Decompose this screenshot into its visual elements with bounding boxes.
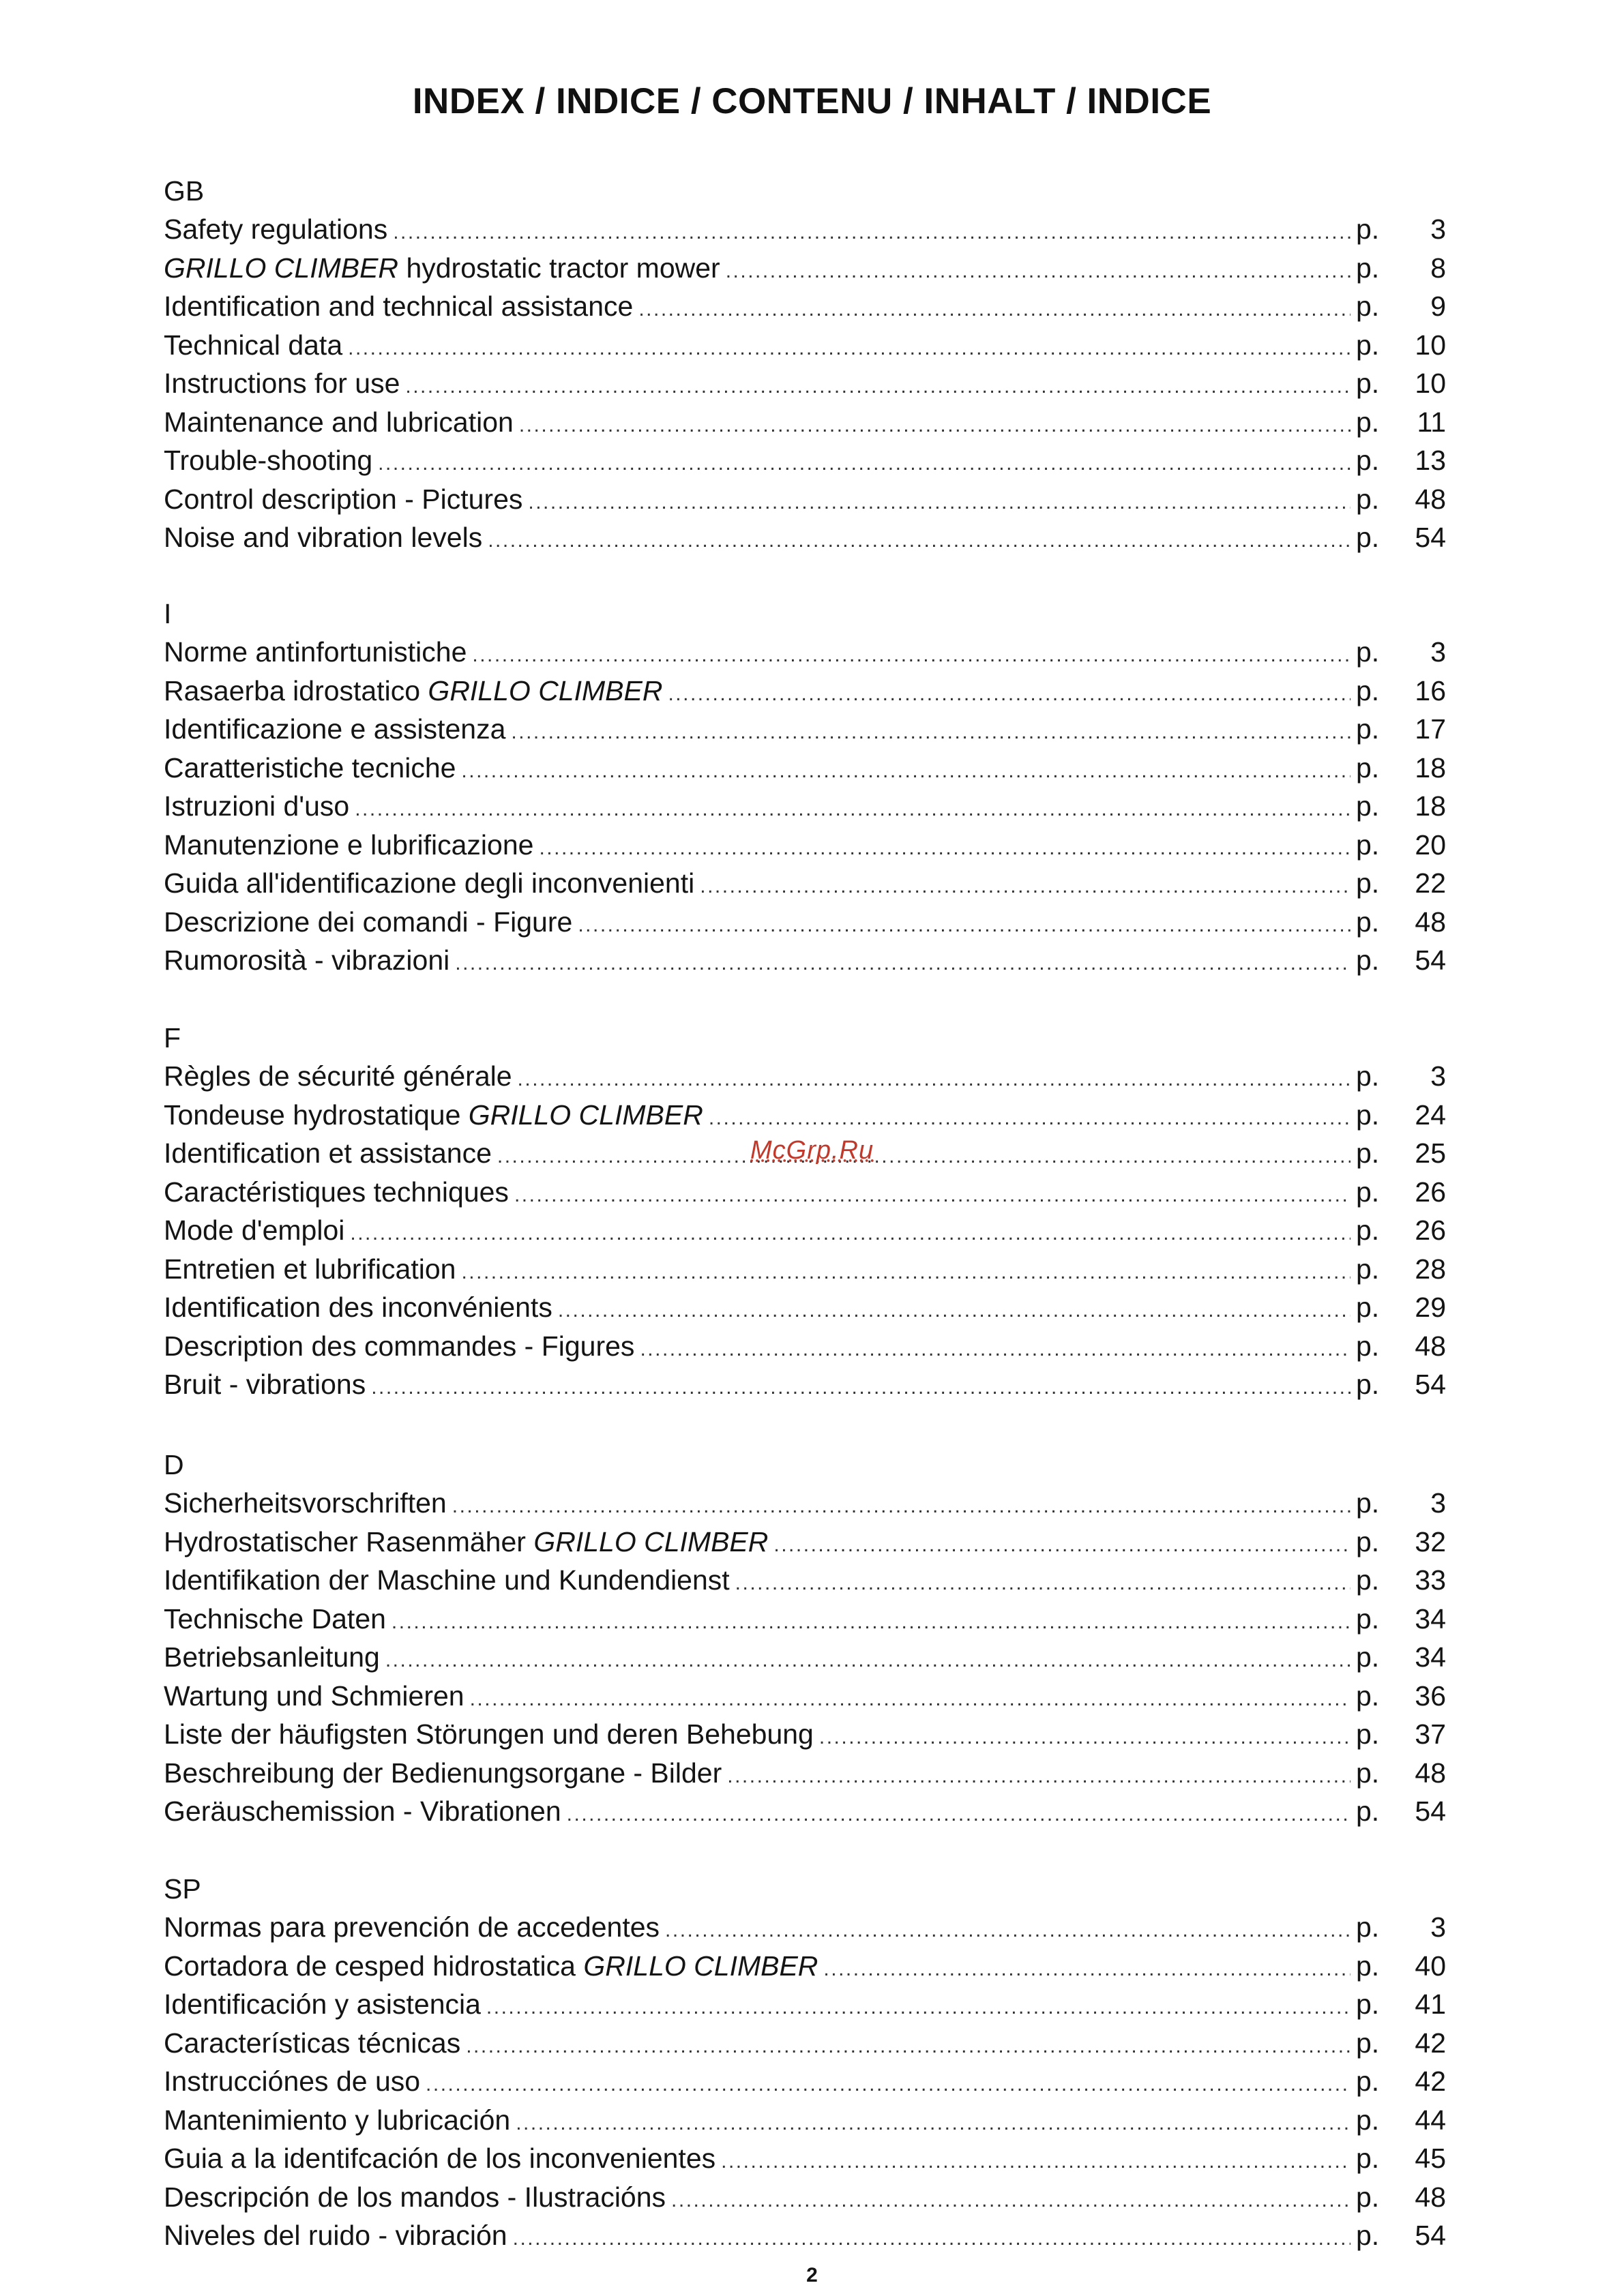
toc-entry[interactable] <box>164 903 1446 942</box>
page-label: p. <box>1356 1176 1380 1208</box>
toc-entry[interactable] <box>164 1985 1446 2024</box>
page-label: p. <box>1356 1718 1380 1750</box>
page-number: 10 <box>1415 329 1446 361</box>
page-label: p. <box>1356 522 1380 553</box>
page-number: 18 <box>1415 751 1446 784</box>
page-number: 11 <box>1417 406 1446 438</box>
dot-leader <box>455 944 1350 983</box>
toc-entry[interactable] <box>164 710 1446 749</box>
entry-title: Tondeuse hydrostatique GRILLO CLIMBER <box>164 1099 703 1131</box>
entry-title: Wartung und Schmieren <box>164 1680 464 1712</box>
dot-leader <box>392 1603 1350 1642</box>
page-number: 41 <box>1415 1988 1446 2020</box>
entry-title: Hydrostatischer Rasenmäher GRILLO CLIMBER <box>164 1525 769 1557</box>
page-number: 16 <box>1415 674 1446 706</box>
entry-title: Descrizione dei comandi - Figure <box>164 906 573 938</box>
page-label: p. <box>1356 368 1380 399</box>
dot-leader <box>518 1060 1350 1099</box>
page-number: 37 <box>1415 1718 1446 1750</box>
page-label: p. <box>1356 1525 1380 1557</box>
page-label: p. <box>1356 2104 1380 2136</box>
toc-entry[interactable] <box>164 1327 1446 1366</box>
page-number: 48 <box>1415 1330 1446 1362</box>
toc-entry[interactable] <box>164 826 1446 865</box>
dot-leader <box>519 406 1350 445</box>
section-sp <box>164 1870 1446 2255</box>
entry-title: Noise and vibration levels <box>164 522 483 553</box>
page-label: p. <box>1356 2181 1380 2213</box>
page-label: p. <box>1356 329 1380 361</box>
dot-leader <box>355 790 1350 829</box>
entry-title: Niveles del ruido - vibración <box>164 2220 507 2251</box>
page-label: p. <box>1356 829 1380 861</box>
page-label: p. <box>1356 445 1380 476</box>
page-number: 13 <box>1415 445 1446 476</box>
page-label: p. <box>1356 1950 1380 1982</box>
page-number: 3 <box>1430 636 1446 668</box>
toc-entry[interactable] <box>164 249 1446 288</box>
dot-leader <box>700 867 1350 906</box>
toc-entry[interactable] <box>164 1600 1446 1639</box>
page-number: 17 <box>1415 713 1446 745</box>
toc-entry[interactable] <box>164 1211 1446 1250</box>
page-number: 9 <box>1430 290 1446 322</box>
dot-leader <box>773 1526 1350 1565</box>
page-number: 8 <box>1430 252 1446 284</box>
dot-leader <box>371 1369 1350 1407</box>
page-number: 32 <box>1415 1525 1446 1557</box>
dot-leader <box>461 752 1350 791</box>
page-number: 54 <box>1415 944 1446 976</box>
toc-entry[interactable] <box>164 1638 1446 1677</box>
page-label: p. <box>1356 2027 1380 2059</box>
toc-entry[interactable] <box>164 1561 1446 1600</box>
page-number: 54 <box>1415 1795 1446 1827</box>
entry-title: Características técnicas <box>164 2027 461 2059</box>
page-number: 54 <box>1415 1369 1446 1400</box>
dot-leader <box>665 1911 1350 1950</box>
toc-entry[interactable] <box>164 1288 1446 1327</box>
dot-leader <box>511 713 1350 752</box>
page-label: p. <box>1356 1680 1380 1712</box>
toc-entry[interactable] <box>164 441 1446 480</box>
toc-entry[interactable] <box>164 2139 1446 2178</box>
dot-leader <box>671 2181 1350 2220</box>
entry-list <box>164 210 1446 557</box>
entry-title: Caractéristiques techniques <box>164 1176 509 1208</box>
entry-list <box>164 633 1446 980</box>
toc-entry[interactable] <box>164 1715 1446 1754</box>
entry-title: GRILLO CLIMBER hydrostatic tractor mower <box>164 252 720 284</box>
section-d <box>164 1446 1446 1831</box>
watermark-link[interactable]: McGrp.Ru <box>750 1136 874 1165</box>
dot-leader <box>823 1950 1350 1989</box>
page-title: INDEX / INDICE / CONTENU / INHALT / INDICE <box>412 81 1212 121</box>
dot-leader <box>405 368 1350 406</box>
toc-entry[interactable] <box>164 1677 1446 1716</box>
entry-title: Technische Daten <box>164 1602 386 1635</box>
page-number: 18 <box>1415 790 1446 822</box>
page-number: 48 <box>1415 2181 1446 2213</box>
page-label: p. <box>1356 1099 1380 1131</box>
dot-leader <box>727 1757 1350 1796</box>
section-code: GB <box>164 175 205 207</box>
entry-title: Control description - Pictures <box>164 483 523 515</box>
entry-title: Guia a la identifcación de los inconvenientes <box>164 2143 716 2174</box>
entry-list <box>164 1908 1446 2255</box>
page-label: p. <box>1356 406 1380 438</box>
toc-entry[interactable] <box>164 480 1446 519</box>
entry-title: Technical data <box>164 329 343 361</box>
entry-title: Bruit - vibrations <box>164 1369 366 1400</box>
entry-title: Norme antinfortunistiche <box>164 636 467 668</box>
section-code: D <box>164 1449 184 1480</box>
page-number: 33 <box>1415 1564 1446 1596</box>
page-label: p. <box>1356 252 1380 284</box>
page-number: 25 <box>1415 1137 1446 1169</box>
page-number: 36 <box>1415 1680 1446 1712</box>
page-label: p. <box>1356 790 1380 822</box>
toc-entry[interactable] <box>164 1096 1446 1135</box>
page-label: p. <box>1356 213 1380 245</box>
page-number: 3 <box>1430 213 1446 245</box>
dot-leader <box>726 252 1350 291</box>
dot-leader <box>486 1988 1350 2027</box>
toc-entry[interactable] <box>164 1754 1446 1793</box>
page-label: p. <box>1356 2143 1380 2174</box>
entry-title: Caratteristiche tecniche <box>164 751 456 784</box>
toc-entry[interactable] <box>164 749 1446 788</box>
page-label: p. <box>1356 1988 1380 2020</box>
toc-entry[interactable] <box>164 787 1446 826</box>
entry-title: Identificazione e assistenza <box>164 713 506 745</box>
entry-title: Identification et assistance <box>164 1137 492 1169</box>
page-label: p. <box>1356 1292 1380 1323</box>
page-label: p. <box>1356 2066 1380 2097</box>
dot-leader <box>385 1641 1350 1680</box>
page-label: p. <box>1356 1330 1380 1362</box>
page-label: p. <box>1356 1060 1380 1092</box>
page-label: p. <box>1356 1757 1380 1789</box>
entry-list <box>164 1057 1446 1404</box>
page-label: p. <box>1356 1137 1380 1169</box>
entry-title: Liste der häufigsten Störungen und deren Behebung <box>164 1718 814 1750</box>
entry-title: Instructions for use <box>164 368 400 399</box>
entry-title: Instrucciónes de uso <box>164 2066 421 2097</box>
entry-title: Rasaerba idrostatico GRILLO CLIMBER <box>164 674 663 706</box>
page-number: 26 <box>1415 1214 1446 1246</box>
page-number: 34 <box>1415 1641 1446 1673</box>
page-number: 45 <box>1415 2143 1446 2174</box>
entry-title: Manutenzione e lubrificazione <box>164 829 534 861</box>
dot-leader <box>350 1214 1350 1253</box>
page-label: p. <box>1356 674 1380 706</box>
dot-leader <box>470 1680 1350 1719</box>
page-number: 48 <box>1415 483 1446 515</box>
entry-title: Identificación y asistencia <box>164 1988 481 2020</box>
toc-entry[interactable] <box>164 518 1446 557</box>
page-number: 3 <box>1430 1060 1446 1092</box>
toc-entry[interactable] <box>164 1908 1446 1947</box>
page-number: 20 <box>1415 829 1446 861</box>
page-label: p. <box>1356 1602 1380 1635</box>
section-code: I <box>164 598 172 629</box>
toc-entry[interactable] <box>164 1484 1446 1523</box>
dot-leader <box>721 2143 1350 2181</box>
dot-leader <box>640 1330 1350 1369</box>
dot-leader <box>426 2066 1350 2104</box>
entry-title: Descripción de los mandos - Ilustracións <box>164 2181 666 2213</box>
toc-entry[interactable] <box>164 2216 1446 2255</box>
entry-title: Identification and technical assistance <box>164 290 634 322</box>
page-label: p. <box>1356 1487 1380 1519</box>
page-number: 26 <box>1415 1176 1446 1208</box>
dot-leader <box>638 290 1350 329</box>
entry-title: Geräuschemission - Vibrationen <box>164 1795 561 1827</box>
section-i <box>164 595 1446 980</box>
page-label: p. <box>1356 713 1380 745</box>
toc-entry[interactable] <box>164 1057 1446 1096</box>
page-number: 29 <box>1415 1292 1446 1323</box>
entry-title: Cortadora de cesped hidrostatica GRILLO CLIMBER <box>164 1950 818 1982</box>
page-label: p. <box>1356 944 1380 976</box>
page-number: 54 <box>1415 2220 1446 2251</box>
toc-entry[interactable] <box>164 864 1446 903</box>
page-number: 24 <box>1415 1099 1446 1131</box>
entry-title: Maintenance and lubrication <box>164 406 514 438</box>
toc-entry[interactable] <box>164 2024 1446 2063</box>
page-label: p. <box>1356 1214 1380 1246</box>
dot-leader <box>539 829 1350 868</box>
dot-leader <box>472 636 1350 675</box>
entry-title: Description des commandes - Figures <box>164 1330 635 1362</box>
entry-title: Mantenimiento y lubricación <box>164 2104 511 2136</box>
entry-title: Rumorosità - vibrazioni <box>164 944 450 976</box>
page-label: p. <box>1356 1641 1380 1673</box>
entry-title: Identifikation der Maschine und Kundendienst <box>164 1564 730 1596</box>
page-label: p. <box>1356 1911 1380 1943</box>
toc-entry[interactable] <box>164 2101 1446 2140</box>
entry-title: Règles de sécurité générale <box>164 1060 512 1092</box>
dot-leader <box>497 1137 1350 1176</box>
dot-leader <box>735 1564 1350 1603</box>
page-number: 42 <box>1415 2066 1446 2097</box>
page-label: p. <box>1356 1795 1380 1827</box>
dot-leader <box>558 1292 1350 1330</box>
dot-leader <box>378 445 1350 483</box>
toc-entry[interactable] <box>164 287 1446 326</box>
entry-title: Guida all'identificazione degli inconvenienti <box>164 867 695 899</box>
entry-title: Istruzioni d'uso <box>164 790 350 822</box>
entry-title: Identification des inconvénients <box>164 1292 552 1323</box>
page-number: 3 <box>1430 1487 1446 1519</box>
page-number: 34 <box>1415 1602 1446 1635</box>
page-label: p. <box>1356 636 1380 668</box>
entry-title: Betriebsanleitung <box>164 1641 380 1673</box>
toc-entry[interactable] <box>164 2178 1446 2217</box>
dot-leader <box>578 906 1350 945</box>
entry-title: Trouble-shooting <box>164 445 373 476</box>
entry-title: Beschreibung der Bedienungsorgane - Bilder <box>164 1757 722 1789</box>
toc-entry[interactable] <box>164 2062 1446 2101</box>
dot-leader <box>393 213 1350 252</box>
page-number: 44 <box>1415 2104 1446 2136</box>
toc-entry[interactable] <box>164 403 1446 442</box>
toc-entry[interactable] <box>164 941 1446 980</box>
toc-entry[interactable] <box>164 1365 1446 1404</box>
entry-title: Entretien et lubrification <box>164 1253 456 1285</box>
dot-leader <box>461 1253 1350 1292</box>
dot-leader <box>668 675 1350 714</box>
entry-title: Mode d'emploi <box>164 1214 345 1246</box>
section-code: F <box>164 1022 181 1054</box>
toc-entry[interactable] <box>164 1947 1446 1986</box>
dot-leader <box>513 2220 1350 2258</box>
page-label: p. <box>1356 1253 1380 1285</box>
toc-entry[interactable] <box>164 364 1446 403</box>
page-number: 48 <box>1415 906 1446 938</box>
dot-leader <box>488 522 1350 561</box>
page-label: p. <box>1356 867 1380 899</box>
entry-title: Sicherheitsvorschriften <box>164 1487 447 1519</box>
page-number: 22 <box>1415 867 1446 899</box>
dot-leader <box>819 1718 1350 1757</box>
toc-entry[interactable] <box>164 1523 1446 1562</box>
page-number: 40 <box>1415 1950 1446 1982</box>
entry-list <box>164 1484 1446 1831</box>
dot-leader <box>528 483 1350 522</box>
toc-entry[interactable] <box>164 326 1446 365</box>
page-label: p. <box>1356 483 1380 515</box>
toc-entry[interactable] <box>164 210 1446 249</box>
toc-entry[interactable] <box>164 1173 1446 1212</box>
toc-entry[interactable] <box>164 1250 1446 1289</box>
page-label: p. <box>1356 1369 1380 1400</box>
entry-title: Safety regulations <box>164 213 388 245</box>
page-label: p. <box>1356 906 1380 938</box>
page-number: 48 <box>1415 1757 1446 1789</box>
page-number-footer: 2 <box>806 2264 818 2286</box>
dot-leader <box>514 1176 1350 1215</box>
page-label: p. <box>1356 290 1380 322</box>
section-gb <box>164 172 1446 557</box>
page-number: 10 <box>1415 368 1446 399</box>
page-number: 42 <box>1415 2027 1446 2059</box>
page-label: p. <box>1356 1564 1380 1596</box>
toc-entry[interactable] <box>164 1792 1446 1831</box>
page-label: p. <box>1356 751 1380 784</box>
dot-leader <box>348 329 1350 368</box>
section-code: SP <box>164 1873 201 1905</box>
page-number: 54 <box>1415 522 1446 553</box>
section-f <box>164 1019 1446 1404</box>
page-number: 3 <box>1430 1911 1446 1943</box>
dot-leader <box>709 1099 1350 1138</box>
entry-title: Normas para prevención de accedentes <box>164 1911 660 1943</box>
toc-entry[interactable] <box>164 672 1446 711</box>
page-number: 28 <box>1415 1253 1446 1285</box>
toc-entry[interactable] <box>164 633 1446 672</box>
dot-leader <box>466 2027 1350 2066</box>
dot-leader <box>567 1795 1350 1834</box>
dot-leader <box>516 2104 1350 2143</box>
dot-leader <box>452 1487 1350 1526</box>
page-label: p. <box>1356 2220 1380 2251</box>
